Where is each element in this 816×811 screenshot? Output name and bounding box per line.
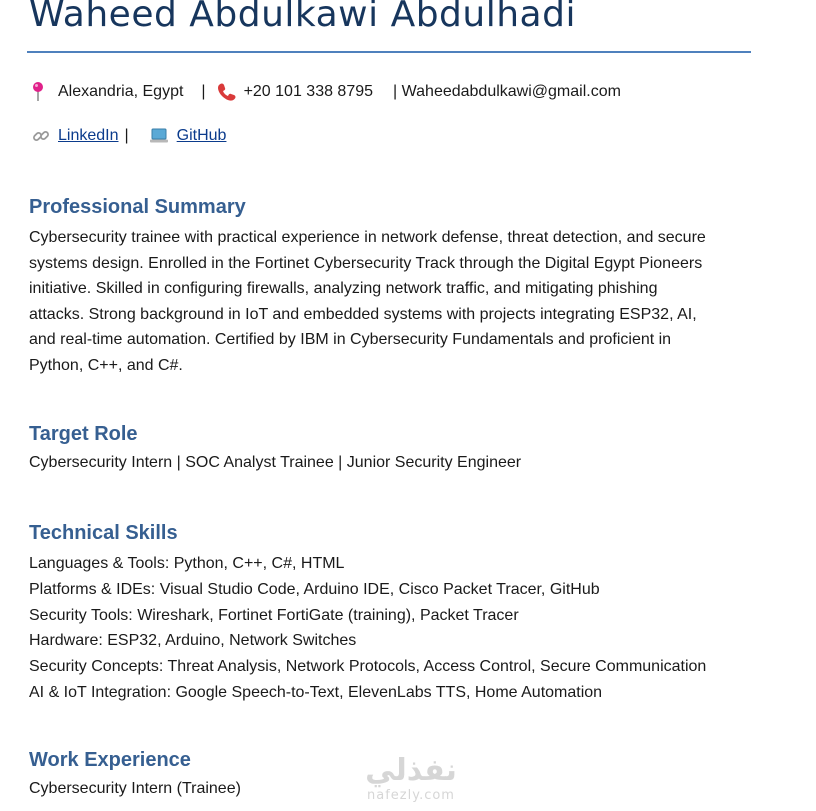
linkedin-link[interactable]: LinkedIn bbox=[58, 127, 119, 144]
technical-skills-heading: Technical Skills bbox=[29, 522, 178, 544]
contact-line bbox=[32, 82, 621, 102]
watermark-logo bbox=[356, 753, 466, 811]
summary-line: systems design. Enrolled in the Fortinet Cybersecurity Track through the Digital Egypt Pioneers bbox=[29, 254, 703, 272]
skill-item: Security Tools: Wireshark, Fortinet FortiGate (training), Packet Tracer bbox=[29, 606, 519, 624]
github-link[interactable]: GitHub bbox=[176, 127, 227, 144]
candidate-name: Waheed Abdulkawi Abdulhadi bbox=[29, 0, 576, 35]
links-line bbox=[32, 127, 226, 145]
separator: | bbox=[201, 83, 206, 100]
watermark-latin: nafezly.com bbox=[367, 788, 455, 803]
separator: | bbox=[124, 127, 129, 144]
skill-item: Hardware: ESP32, Arduino, Network Switches bbox=[29, 632, 357, 650]
job-title: Cybersecurity Intern (Trainee) bbox=[29, 780, 241, 797]
location-text: Alexandria, Egypt bbox=[58, 83, 184, 100]
summary-line: Python, C++, and C#. bbox=[29, 356, 183, 374]
laptop-icon bbox=[149, 127, 169, 145]
email-text[interactable]: | Waheedabdulkawi@gmail.com bbox=[393, 83, 621, 100]
skill-item: Languages & Tools: Python, C++, C#, HTML bbox=[29, 555, 345, 572]
professional-summary-heading: Professional Summary bbox=[29, 196, 246, 218]
target-role-text: Cybersecurity Intern | SOC Analyst Trainee | Junior Security Engineer bbox=[29, 454, 522, 471]
skill-item: Platforms & IDEs: Visual Studio Code, Arduino IDE, Cisco Packet Tracer, GitHub bbox=[29, 580, 600, 598]
skill-item: AI & IoT Integration: Google Speech-to-Text, ElevenLabs TTS, Home Automation bbox=[29, 683, 603, 701]
summary-line: attacks. Strong background in IoT and embedded systems with projects integrating ESP32, AI, bbox=[29, 305, 697, 323]
skill-item: Security Concepts: Threat Analysis, Network Protocols, Access Control, Secure Communication bbox=[29, 658, 707, 676]
title-divider bbox=[27, 51, 751, 53]
technical-skills-list bbox=[29, 551, 769, 706]
target-role-heading: Target Role bbox=[29, 423, 138, 445]
professional-summary-text bbox=[29, 225, 769, 378]
watermark-arabic: نفذلي bbox=[365, 753, 457, 788]
summary-line: initiative. Skilled in configuring firewalls, analyzing network traffic, and mitigating phishing bbox=[29, 280, 658, 297]
phone-icon bbox=[216, 82, 236, 102]
pin-icon bbox=[32, 82, 44, 102]
work-experience-heading: Work Experience bbox=[29, 749, 191, 771]
phone-text: +20 101 338 8795 bbox=[243, 83, 374, 100]
summary-line: and real-time automation. Certified by IBM in Cybersecurity Fundamentals and proficient in bbox=[29, 331, 672, 348]
summary-line: Cybersecurity trainee with practical experience in network defense, threat detection, and secure bbox=[29, 229, 706, 246]
link-icon bbox=[32, 127, 50, 145]
